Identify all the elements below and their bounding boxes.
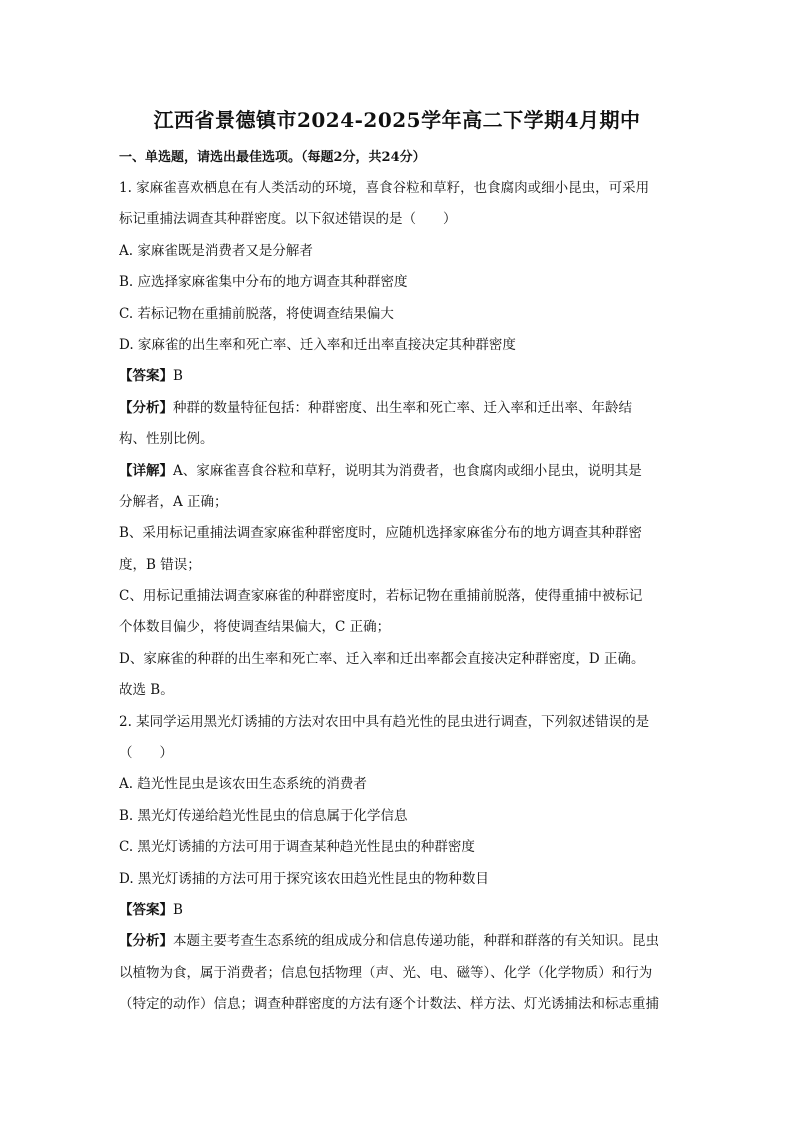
question-1-detail-line-8: 故选 B。 [119, 682, 174, 699]
question-1-detail-line-6: 个体数目偏少，将使调查结果偏大，C 正确； [119, 619, 391, 636]
question-1-detail-line-1 [119, 456, 679, 487]
question-1-option-d: D. 家麻雀的出生率和死亡率、迁入率和迁出率直接决定其种群密度 [119, 336, 516, 353]
question-1-stem-line-1: 1. 家麻雀喜欢栖息在有人类活动的环境，喜食谷粒和草籽，也食腐肉或细小昆虫，可采用 [119, 180, 650, 196]
question-2-answer [119, 895, 679, 926]
analysis-tag: 【分析】 [119, 933, 173, 950]
question-2-stem-line-2: （ ） [119, 745, 173, 762]
question-2-analysis-line-2: 以植物为食，属于消费者；信息包括物理（声、光、电、磁等）、化学（化学物质）和行为 [119, 964, 653, 981]
question-2-option-a: A. 趋光性昆虫是该农田生态系统的消费者 [119, 776, 367, 793]
analysis-text: 种群的数量特征包括：种群密度、出生率和死亡率、迁入率和迁出率、年龄结 [173, 399, 632, 416]
question-1-option-c: C. 若标记物在重捕前脱落，将使调查结果偏大 [119, 305, 394, 322]
analysis-text: 本题主要考查生态系统的组成成分和信息传递功能，种群和群落的有关知识。昆虫 [173, 933, 659, 950]
question-1-detail-line-7: D、家麻雀的种群的出生率和死亡率、迁入率和迁出率都会直接决定种群密度，D 正确。 [119, 650, 645, 667]
detail-text: A、家麻雀喜食谷粒和草籽，说明其为消费者，也食腐肉或细小昆虫，说明其是 [173, 462, 642, 479]
question-1-detail-line-4: 度，B 错误； [119, 556, 201, 573]
question-2-analysis-line-1 [119, 926, 679, 957]
question-1-stem-line-2: 标记重捕法调查其种群密度。以下叙述错误的是（ ） [119, 211, 457, 228]
answer-value: B [173, 901, 183, 918]
question-2-option-d: D. 黑光灯诱捕的方法可用于探究该农田趋光性昆虫的物种数目 [119, 870, 489, 887]
question-1-detail-line-2: 分解者，A 正确； [119, 493, 228, 510]
answer-tag: 【答案】 [119, 901, 173, 918]
question-content [119, 173, 679, 1021]
question-1-option-a: A. 家麻雀既是消费者又是分解者 [119, 242, 313, 259]
answer-tag: 【答案】 [119, 368, 173, 385]
question-2-analysis-line-3: （特定的动作）信息；调查种群密度的方法有逐个计数法、样方法、灯光诱捕法和标志重捕 [119, 996, 659, 1013]
question-1-option-b: B. 应选择家麻雀集中分布的地方调查其种群密度 [119, 274, 408, 291]
answer-value: B [173, 368, 183, 385]
question-1-analysis-line-1 [119, 393, 679, 424]
section-heading: 一、单选题，请选出最佳选项。（每题2分，共24分） [119, 150, 426, 165]
analysis-tag: 【分析】 [119, 399, 173, 416]
question-1-answer [119, 361, 679, 392]
question-1-detail-line-5: C、用标记重捕法调查家麻雀的种群密度时，若标记物在重捕前脱落，使得重捕中被标记 [119, 588, 643, 605]
question-2-option-b: B. 黑光灯传递给趋光性昆虫的信息属于化学信息 [119, 807, 408, 824]
question-1-detail-line-3: B、采用标记重捕法调查家麻雀种群密度时，应随机选择家麻雀分布的地方调查其种群密 [119, 525, 642, 542]
question-1-analysis-line-2: 构、性别比例。 [119, 431, 214, 448]
detail-tag: 【详解】 [119, 462, 173, 479]
question-2-stem-line-1: 2. 某同学运用黑光灯诱捕的方法对农田中具有趋光性的昆虫进行调查，下列叙述错误的是 [119, 713, 650, 730]
document-title: 江西省景德镇市2024-2025学年高二下学期4月期中 [153, 108, 641, 132]
question-2-option-c: C. 黑光灯诱捕的方法可用于调查某种趋光性昆虫的种群密度 [119, 839, 475, 856]
